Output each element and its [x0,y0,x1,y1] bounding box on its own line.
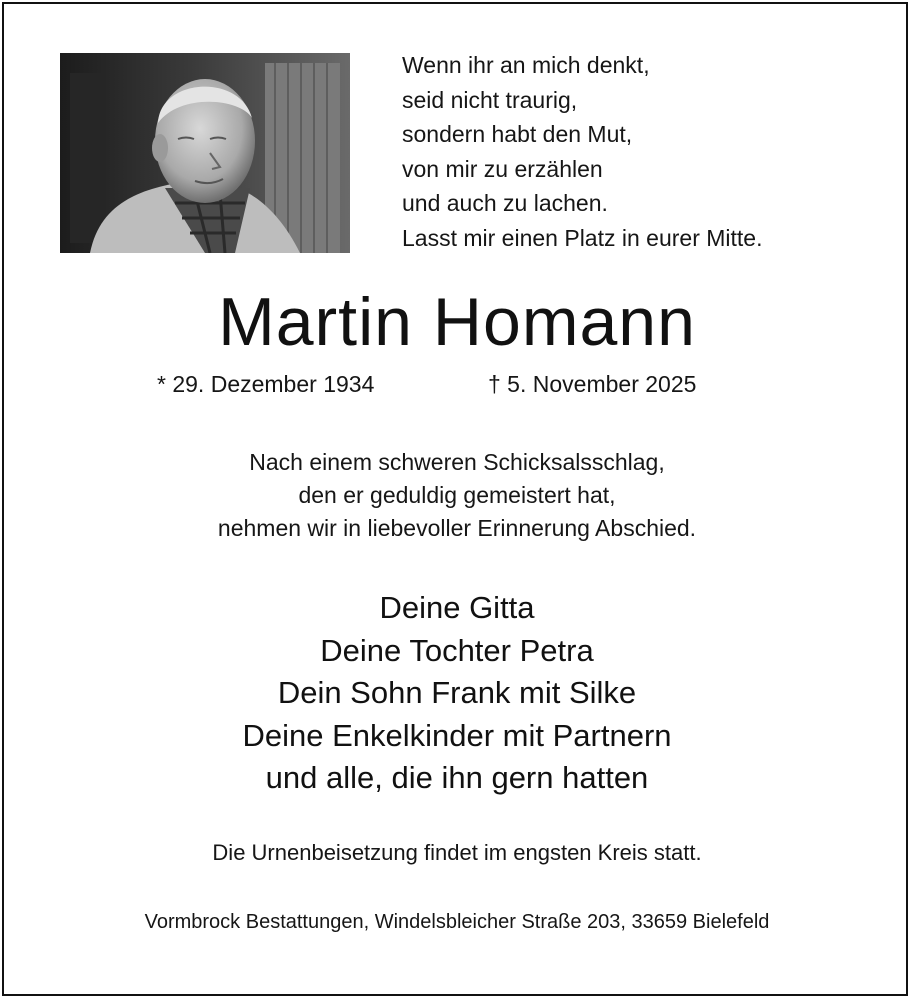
poem-line: Lasst mir einen Platz in eurer Mitte. [402,224,763,251]
birth-date: * 29. Dezember 1934 [157,371,375,397]
burial-notice: Die Urnenbeisetzung findet im engsten Kreis statt. [212,840,702,865]
mourner-line: Deine Enkelkinder mit Partnern [242,717,672,753]
message-line: den er geduldig gemeistert hat, [298,482,616,508]
poem-line: und auch zu lachen. [402,190,608,216]
message-line: Nach einem schweren Schicksalsschlag, [249,449,665,475]
poem-line: seid nicht traurig, [402,86,578,113]
undertaker-address: Vormbrock Bestattungen, Windelsbleicher Straße 203, 33659 Bielefeld [144,911,770,933]
mourners-list [0,587,914,800]
mourner-line: Deine Tochter Petra [320,632,594,668]
poem [402,48,902,255]
message-line: nehmen wir in liebevoller Erinnerung Abschied. [217,515,697,541]
poem-line: sondern habt den Mut, [402,121,633,147]
mourner-line: Dein Sohn Frank mit Silke [277,675,637,710]
mourner-line: und alle, die ihn gern hatten [265,760,649,795]
farewell-message [0,446,914,545]
deceased-name: Martin Homann [218,284,696,360]
poem-line: Wenn ihr an mich denkt, [402,52,650,78]
mourner-line: Deine Gitta [379,590,535,625]
poem-line: von mir zu erzählen [402,155,603,182]
portrait-photo [60,53,350,253]
death-date: † 5. November 2025 [488,371,697,397]
